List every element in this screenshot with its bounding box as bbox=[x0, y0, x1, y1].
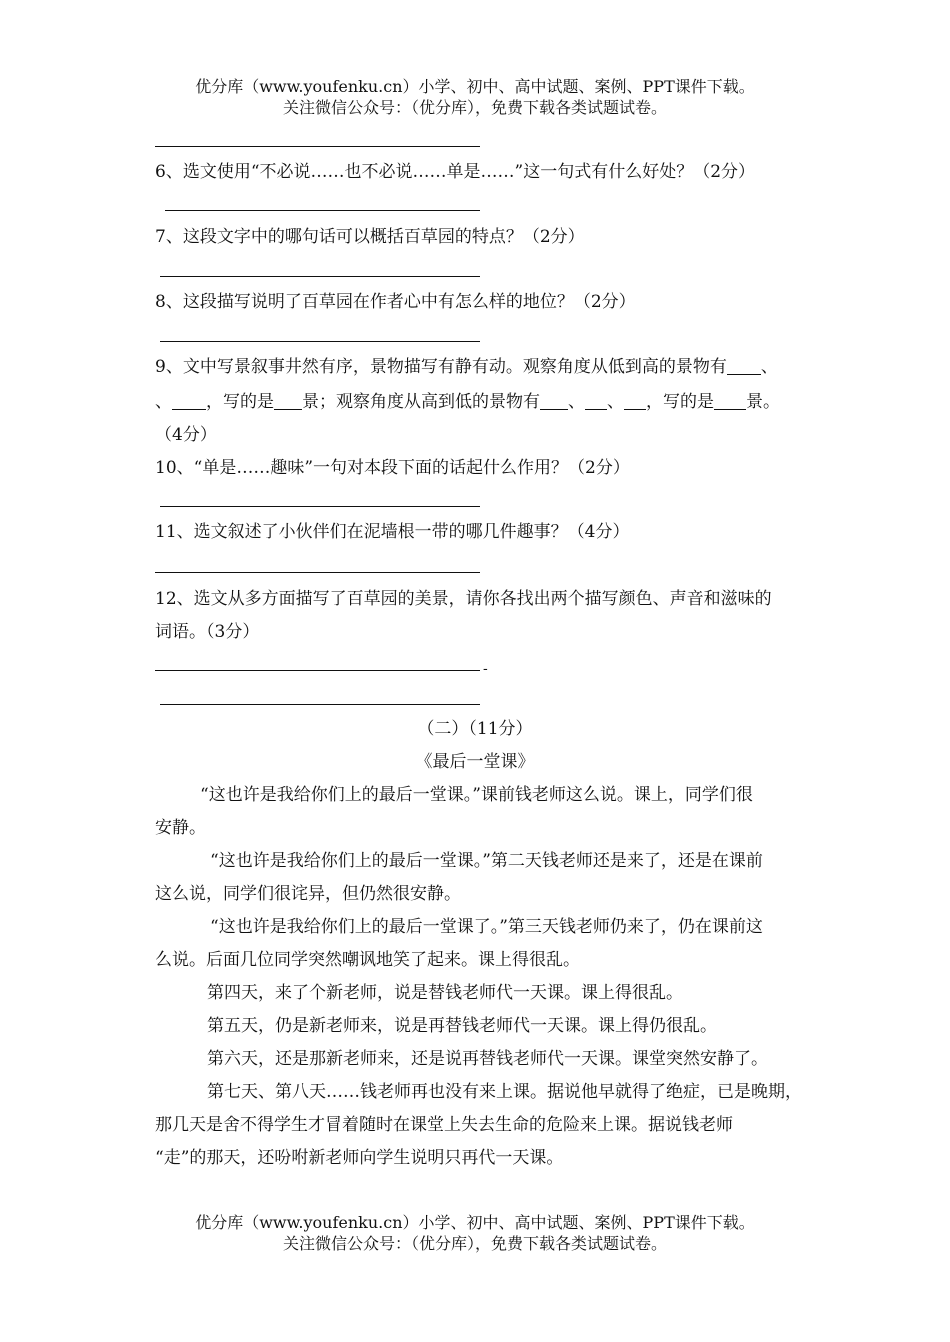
header-line-1: 优分库（www.youfenku.cn）小学、初中、高中试题、案例、PPT课件下载。 bbox=[195, 77, 755, 96]
q9-text-f: 、 bbox=[568, 392, 585, 412]
question-9-line-2 bbox=[155, 390, 780, 414]
answer-line-q6[interactable] bbox=[165, 210, 480, 211]
q9-text-e: 景；观察角度从高到低的景物有 bbox=[302, 392, 540, 412]
question-7: 7、这段文字中的哪句话可以概括百草园的特点？（2分） bbox=[155, 227, 585, 247]
q9-text-a: 9、文中写景叙事井然有序，景物描写有静有动。观察角度从低到高的景物有 bbox=[155, 357, 727, 377]
paragraph-line: 安静。 bbox=[155, 818, 206, 838]
answer-line-q7[interactable] bbox=[160, 276, 480, 277]
q9-blank-6[interactable] bbox=[624, 391, 646, 410]
section-heading: （二）（11分） bbox=[417, 719, 533, 739]
footer-line-1: 优分库（www.youfenku.cn）小学、初中、高中试题、案例、PPT课件下载。 bbox=[195, 1213, 755, 1232]
answer-line-q12-1[interactable] bbox=[155, 670, 480, 671]
paragraph-line: 那几天是舍不得学生才冒着随时在课堂上失去生命的危险来上课。据说钱老师 bbox=[155, 1115, 733, 1135]
q9-blank-5[interactable] bbox=[585, 391, 607, 410]
q9-text-b: 、 bbox=[760, 357, 778, 377]
paragraph-line: 么说。后面几位同学突然嘲讽地笑了起来。课上得很乱。 bbox=[155, 950, 580, 970]
dash-mark: - bbox=[483, 661, 488, 677]
answer-line-q8[interactable] bbox=[160, 341, 480, 342]
answer-line[interactable] bbox=[155, 146, 480, 147]
q9-text-d: ，写的是 bbox=[206, 392, 274, 412]
paragraph-line: “这也许是我给你们上的最后一堂课。”第二天钱老师还是来了，还是在课前 bbox=[210, 851, 763, 871]
question-12-line-1: 12、选文从多方面描写了百草园的美景，请你各找出两个描写颜色、声音和滋味的 bbox=[155, 589, 772, 609]
paragraph-line: “这也许是我给你们上的最后一堂课了。”第三天钱老师仍来了，仍在课前这 bbox=[210, 917, 763, 937]
question-12-line-2: 词语。（3分） bbox=[155, 622, 260, 642]
passage-title: 《最后一堂课》 bbox=[415, 752, 535, 772]
q9-text-c: 、 bbox=[155, 392, 172, 412]
question-11: 11、选文叙述了小伙伴们在泥墙根一带的哪几件趣事？（4分） bbox=[155, 522, 630, 542]
footer-line-2: 关注微信公众号：（优分库），免费下载各类试题试卷。 bbox=[282, 1234, 667, 1253]
question-6: 6、选文使用“不必说……也不必说……单是……”这一句式有什么好处？（2分） bbox=[155, 162, 756, 182]
q9-text-i: 景。 bbox=[746, 392, 780, 412]
question-10: 10、“单是……趣味”一句对本段下面的话起什么作用？（2分） bbox=[155, 458, 630, 478]
q9-text-g: 、 bbox=[607, 392, 624, 412]
paragraph-line: 第七天、第八天……钱老师再也没有来上课。据说他早就得了绝症，已是晚期， bbox=[207, 1082, 802, 1102]
q9-blank-1[interactable] bbox=[727, 356, 761, 375]
question-9-line-1 bbox=[155, 355, 778, 379]
answer-line-q12-2[interactable] bbox=[160, 704, 480, 705]
paragraph-line: “这也许是我给你们上的最后一堂课。”课前钱老师这么说。课上，同学们很 bbox=[200, 785, 753, 805]
answer-line-q11[interactable] bbox=[155, 572, 480, 573]
answer-line-q10[interactable] bbox=[160, 506, 480, 507]
q9-blank-3[interactable] bbox=[274, 391, 302, 410]
q9-text-h: ，写的是 bbox=[646, 392, 714, 412]
q9-blank-7[interactable] bbox=[714, 391, 746, 410]
question-9-score: （4分） bbox=[155, 425, 217, 445]
question-8: 8、这段描写说明了百草园在作者心中有怎么样的地位？（2分） bbox=[155, 292, 636, 312]
q9-blank-2[interactable] bbox=[172, 391, 206, 410]
paragraph-line: “走”的那天，还吩咐新老师向学生说明只再代一天课。 bbox=[155, 1148, 564, 1168]
paragraph-line: 第四天，来了个新老师，说是替钱老师代一天课。课上得很乱。 bbox=[207, 983, 683, 1003]
paragraph-line: 第五天，仍是新老师来，说是再替钱老师代一天课。课上得仍很乱。 bbox=[207, 1016, 717, 1036]
header-line-2: 关注微信公众号：（优分库），免费下载各类试题试卷。 bbox=[282, 98, 667, 117]
q9-blank-4[interactable] bbox=[540, 391, 568, 410]
paragraph-line: 这么说，同学们很诧异，但仍然很安静。 bbox=[155, 884, 461, 904]
paragraph-line: 第六天，还是那新老师来，还是说再替钱老师代一天课。课堂突然安静了。 bbox=[207, 1049, 768, 1069]
